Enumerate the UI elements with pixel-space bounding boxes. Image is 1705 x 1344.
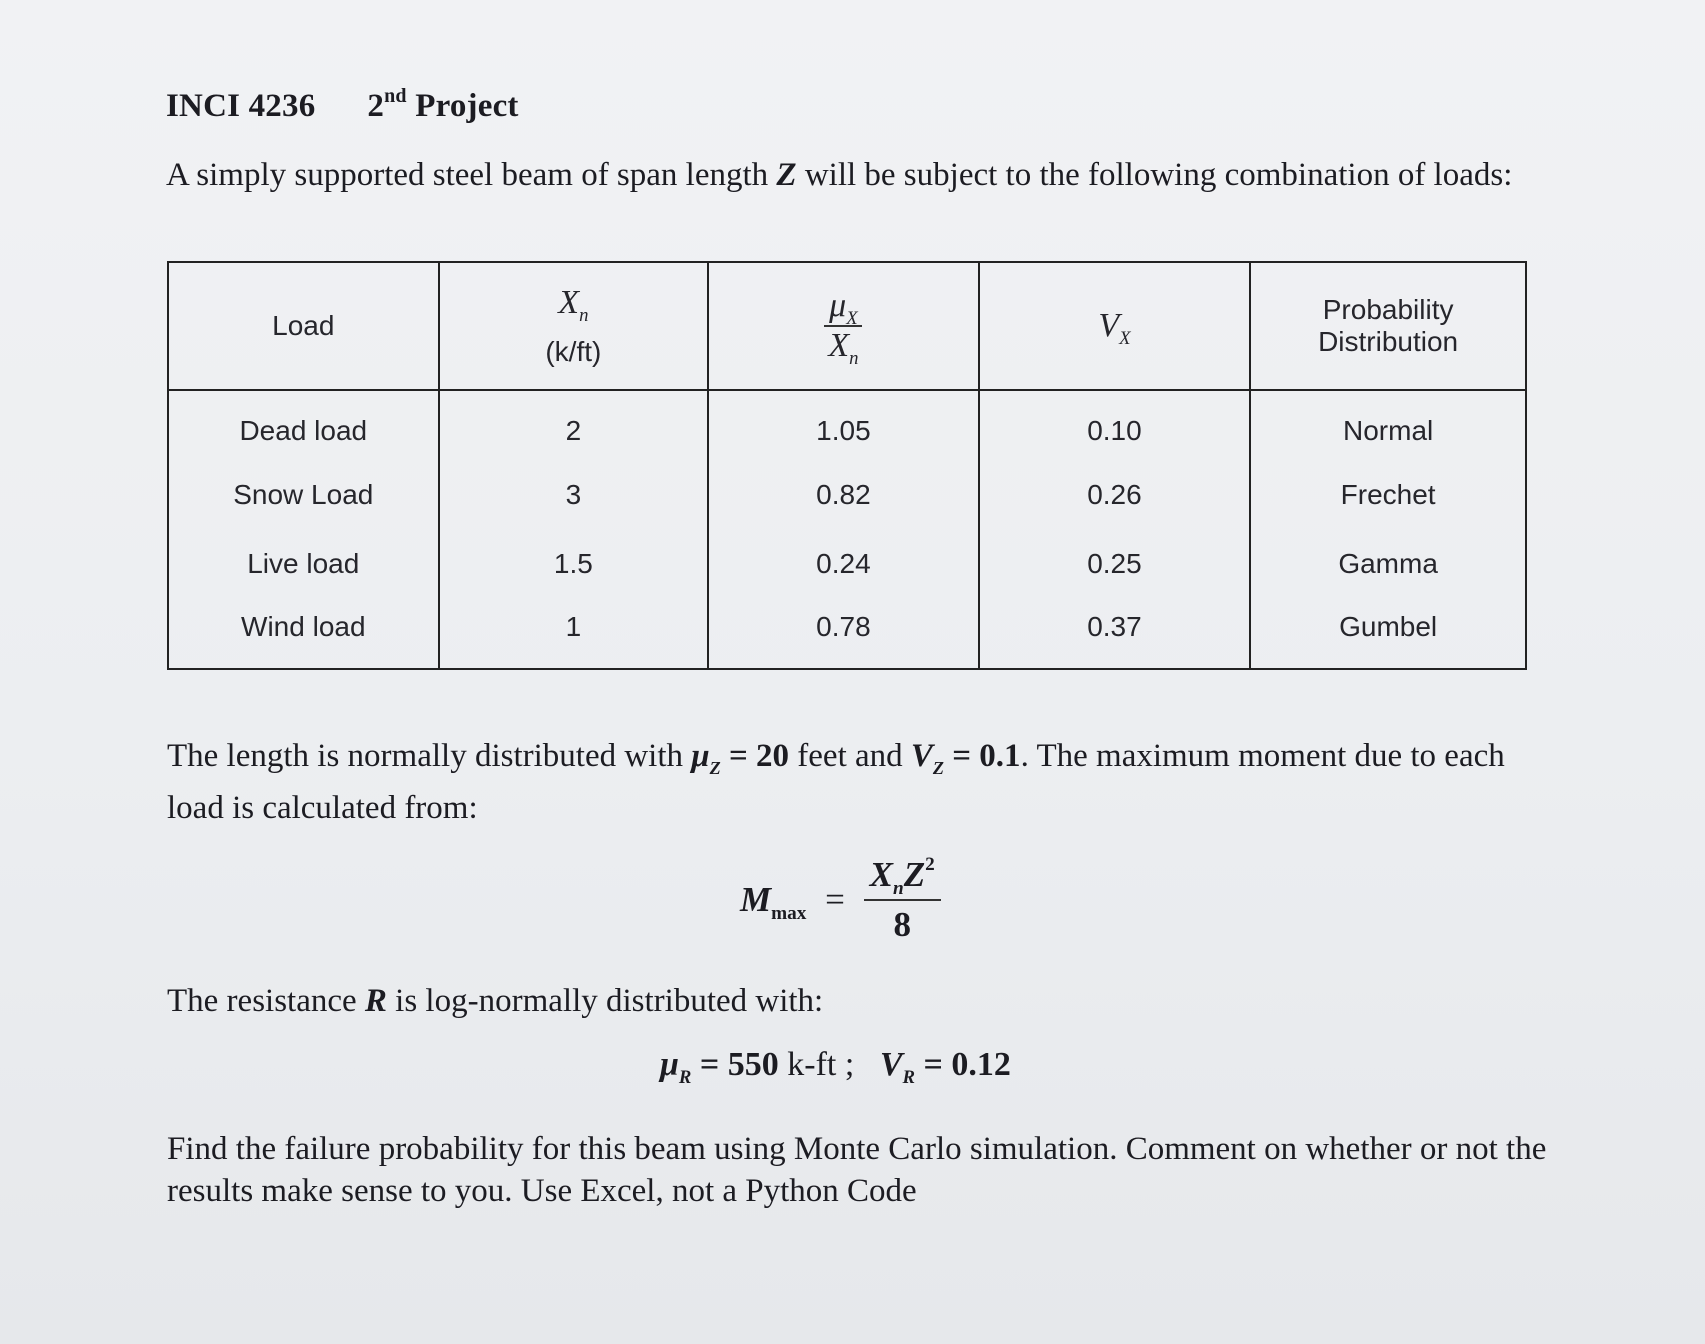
cell-bias-ratio: 1.05 [708, 390, 979, 460]
cell-load: Dead load [168, 390, 439, 460]
table-row [168, 599, 1526, 669]
cell-load: Snow Load [168, 460, 439, 530]
length-paragraph: The length is normally distributed with $\mu_Z = 20$ feet and $V_Z = 0.1$. The maximum moment due to each load is calculated from: [167, 738, 1505, 826]
cell-bias-ratio: 0.82 [708, 460, 979, 530]
header-cov: $V_X$ [979, 262, 1251, 390]
cell-nominal: 1.5 [439, 530, 709, 600]
cell-nominal: 1 [439, 599, 709, 669]
resistance-paragraph: The resistance R is log-normally distributed with: [167, 983, 824, 1019]
resistance-equation: $\mu_R = 550$ k-ft ; $V_R = 0.12$ [660, 1046, 1011, 1088]
cell-bias-ratio: 0.78 [708, 599, 979, 669]
load-table [167, 261, 1527, 670]
header-nominal: $X_n$ (k/ft) [439, 262, 709, 390]
cell-distribution: Frechet [1250, 460, 1526, 530]
project-label: 2nd Project [367, 85, 519, 124]
page-title [166, 85, 519, 125]
table-row [168, 460, 1526, 530]
course-code: INCI 4236 [166, 88, 316, 124]
cell-nominal: 2 [439, 390, 709, 460]
cell-cov: 0.26 [979, 460, 1251, 530]
cell-bias-ratio: 0.24 [708, 530, 979, 600]
cell-distribution: Normal [1250, 390, 1526, 460]
table-header-row [168, 262, 1526, 390]
v-z: $V_Z$ [910, 738, 944, 778]
moment-equation: $M_{max}$ = $\frac{X_nZ^2}{8}$ [740, 855, 941, 945]
intro-paragraph: A simply supported steel beam of span length Z will be subject to the following combination of loads: [166, 157, 1513, 193]
cell-distribution: Gumbel [1250, 599, 1526, 669]
task-paragraph: Find the failure probability for this beam using Monte Carlo simulation. Comment on whether or not the results make sense to you. Use Excel, not a Python Code [167, 1131, 1547, 1209]
cell-cov: 0.37 [979, 599, 1251, 669]
table-row [168, 390, 1526, 460]
cell-cov: 0.25 [979, 530, 1251, 600]
header-distribution: Probability Distribution [1250, 262, 1526, 390]
cell-load: Live load [168, 530, 439, 600]
cell-cov: 0.10 [979, 390, 1251, 460]
cell-load: Wind load [168, 599, 439, 669]
cell-nominal: 3 [439, 460, 709, 530]
table-row [168, 530, 1526, 600]
mu-z: $\mu_Z$ [691, 738, 721, 778]
resistance-variable: R [364, 983, 387, 1019]
header-load: Load [168, 262, 439, 390]
moment-fraction: $\frac{X_nZ^2}{8}$ [864, 855, 941, 945]
cell-distribution: Gamma [1250, 530, 1526, 600]
header-bias-ratio: $\frac{\mu_X}{X_n}$ [708, 262, 979, 390]
span-variable: Z [776, 157, 797, 193]
